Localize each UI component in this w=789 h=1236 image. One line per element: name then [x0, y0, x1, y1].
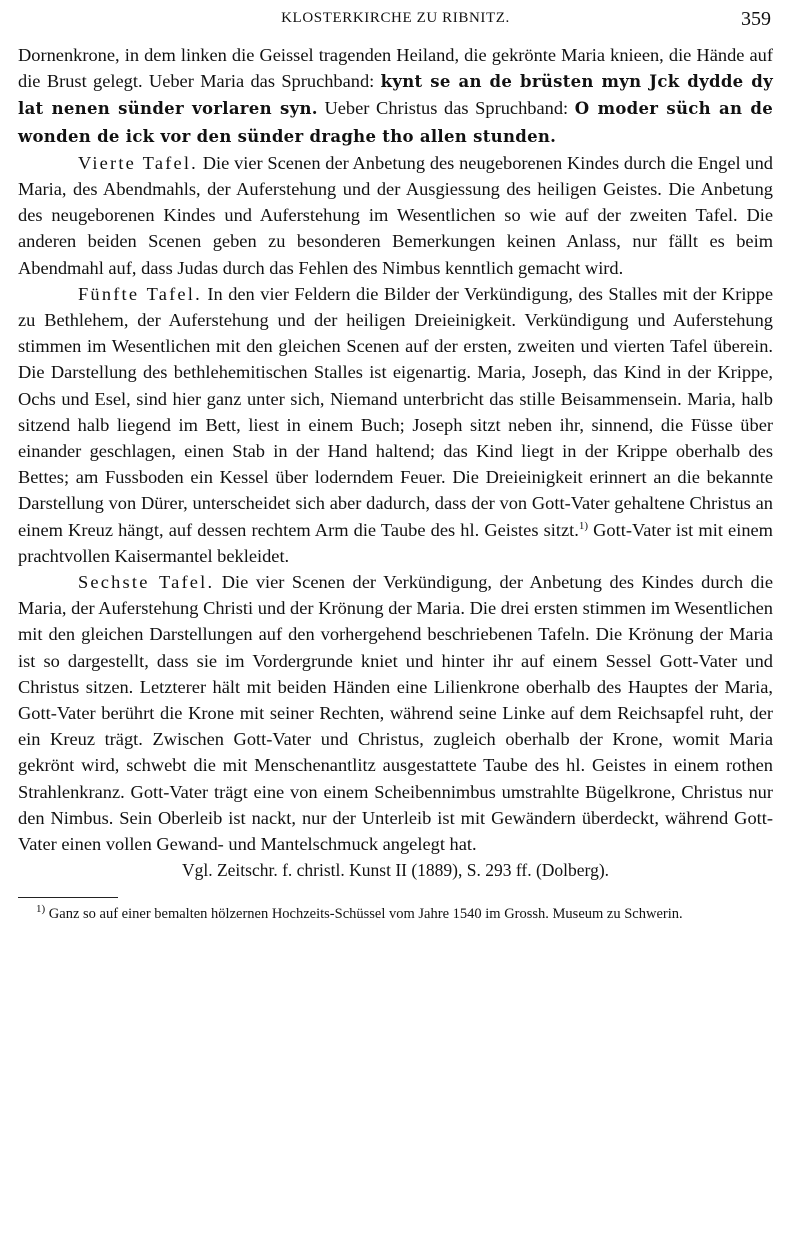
footnote-divider [18, 897, 118, 898]
footnote-mark: 1) [36, 903, 46, 916]
footnote-text: Ganz so auf einer bemalten hölzernen Hochzeits-Schüssel vom Jahre 1540 im Grossh. Museum zu Schwerin. [45, 906, 683, 923]
section-heading-fuenfte-tafel: Fünfte Tafel. [78, 283, 202, 304]
paragraph-text: Gott-Vater ist mit einem prachtvollen Kaisermantel bekleidet. [18, 519, 773, 566]
main-text [18, 42, 773, 883]
paragraph-text: Dornenkrone, in dem linken die Geissel tragenden Heiland, die gekrönte Maria knieen, die Hände auf die Brust gelegt. Ueber Maria das Spruchband: [18, 45, 773, 92]
paragraph-vierte-tafel [18, 150, 773, 281]
paragraph-text: Die vier Scenen der Verkündigung, der Anbetung des Kindes durch die Maria, der Auferstehung Christi und der Krönung der Maria. Die drei ersten stimmen im Wesentlichen mit den gleichen Darstellungen auf den vorhergehend beschriebenen Tafeln. Die Krönung der Maria ist so dargestellt, dass sie im Vordergrunde kniet und hinter ihr auf einem Sessel Gott-Vater und Christus sitzen. Letzterer hält mit beiden Händen eine Lilienkrone oberhalb des Hauptes der Maria, Gott-Vater berührt die Krone mit seiner Rechten, während seine Linke auf dem Reichsapfel ruht, der ein Kreuz trägt. Zwischen Gott-Vater und Christus, zugleich oberhalb der Krone, womit Maria gekrönt wird, schwebt die mit Menschenantlitz ausgestattete Taube des hl. Geistes in einem rothen Strahlenkranz. Gott-Vater trägt eine von einem Scheibennimbus umstrahlte Bügelkrone, Christus nur den Nimbus. Sein Oberleib ist nackt, nur der Unterleib ist mit Gewändern überdeckt, während Gott-Vater einen vollen Gewand- und Mantelschmuck angelegt hat. [18, 572, 773, 855]
section-heading-sechste-tafel: Sechste Tafel. [78, 572, 215, 593]
footnote [18, 904, 773, 924]
paragraph-fuenfte-tafel [18, 281, 773, 569]
footnote-reference: 1) [578, 519, 589, 532]
running-head [18, 0, 773, 42]
paragraph-text: Ueber Christus das Spruchband: [317, 98, 575, 119]
literature-reference: Vgl. Zeitschr. f. christl. Kunst II (1889), S. 293 ff. (Dolberg). [181, 860, 610, 881]
spruchband-christus: O moder süch an de wonden de ick vor den sünder draghe tho allen stunden. [18, 99, 774, 146]
paragraph-text: Die vier Scenen der Anbetung des neugeborenen Kindes durch die Engel und Maria, des Abendmahls, der Auferstehung und der Ausgiessung des heiligen Geistes. Die Anbetung des neugeborenen Kindes und Auferstehung im Wesentlichen so wie auf der zweiten Tafel. Die anderen beiden Scenen geben zu besonderen Bemerkungen keinen Anlass, nur fällt es beim Abendmahl auf, dass Judas durch das Fehlen des Nimbus kenntlich gemacht wird. [18, 152, 773, 278]
running-title: KLOSTERKIRCHE ZU RIBNITZ. [281, 10, 510, 26]
paragraph-sechste-tafel [18, 569, 773, 857]
spruchband-maria: kynt se an de brüsten myn Jck dydde dy lat nenen sünder vorlaren syn. [18, 72, 773, 119]
paragraph-text: In den vier Feldern die Bilder der Verkündigung, des Stalles mit der Krippe zu Bethlehem, der Auferstehung und der heiligen Dreieinigkeit. Verkündigung und Auferstehung stimmen im Wesentlichen mit den gleichen Scenen auf der ersten, zweiten und vierten Tafel überein. Die Darstellung des bethlehemitischen Stalles ist eigenartig. Maria, Joseph, das Kind in der Krippe, Ochs und Esel, sind hier ganz unter sich, Niemand unterbricht das stille Beisammensein. Maria, halb sitzend halb liegend im Bett, liest in einem Buch; Joseph sitzt neben ihr, sinnend, die Füsse über einander geschlagen, einen Stab in der Hand haltend; das Kind liegt in der Krippe oberhalb des Bettes; am Fussboden ein Kessel über loderndem Feuer. Die Dreieinigkeit erinnert an die bekannte Darstellung von Dürer, unterscheidet sich aber dadurch, dass der von Gott-Vater gehaltene Christus an einem Kreuz hängt, auf dessen rechtem Arm die Taube des hl. Geistes sitzt. [18, 283, 773, 540]
section-heading-vierte-tafel: Vierte Tafel. [78, 152, 198, 173]
page-number: 359 [741, 8, 771, 30]
paragraph-spruchband [18, 42, 773, 150]
